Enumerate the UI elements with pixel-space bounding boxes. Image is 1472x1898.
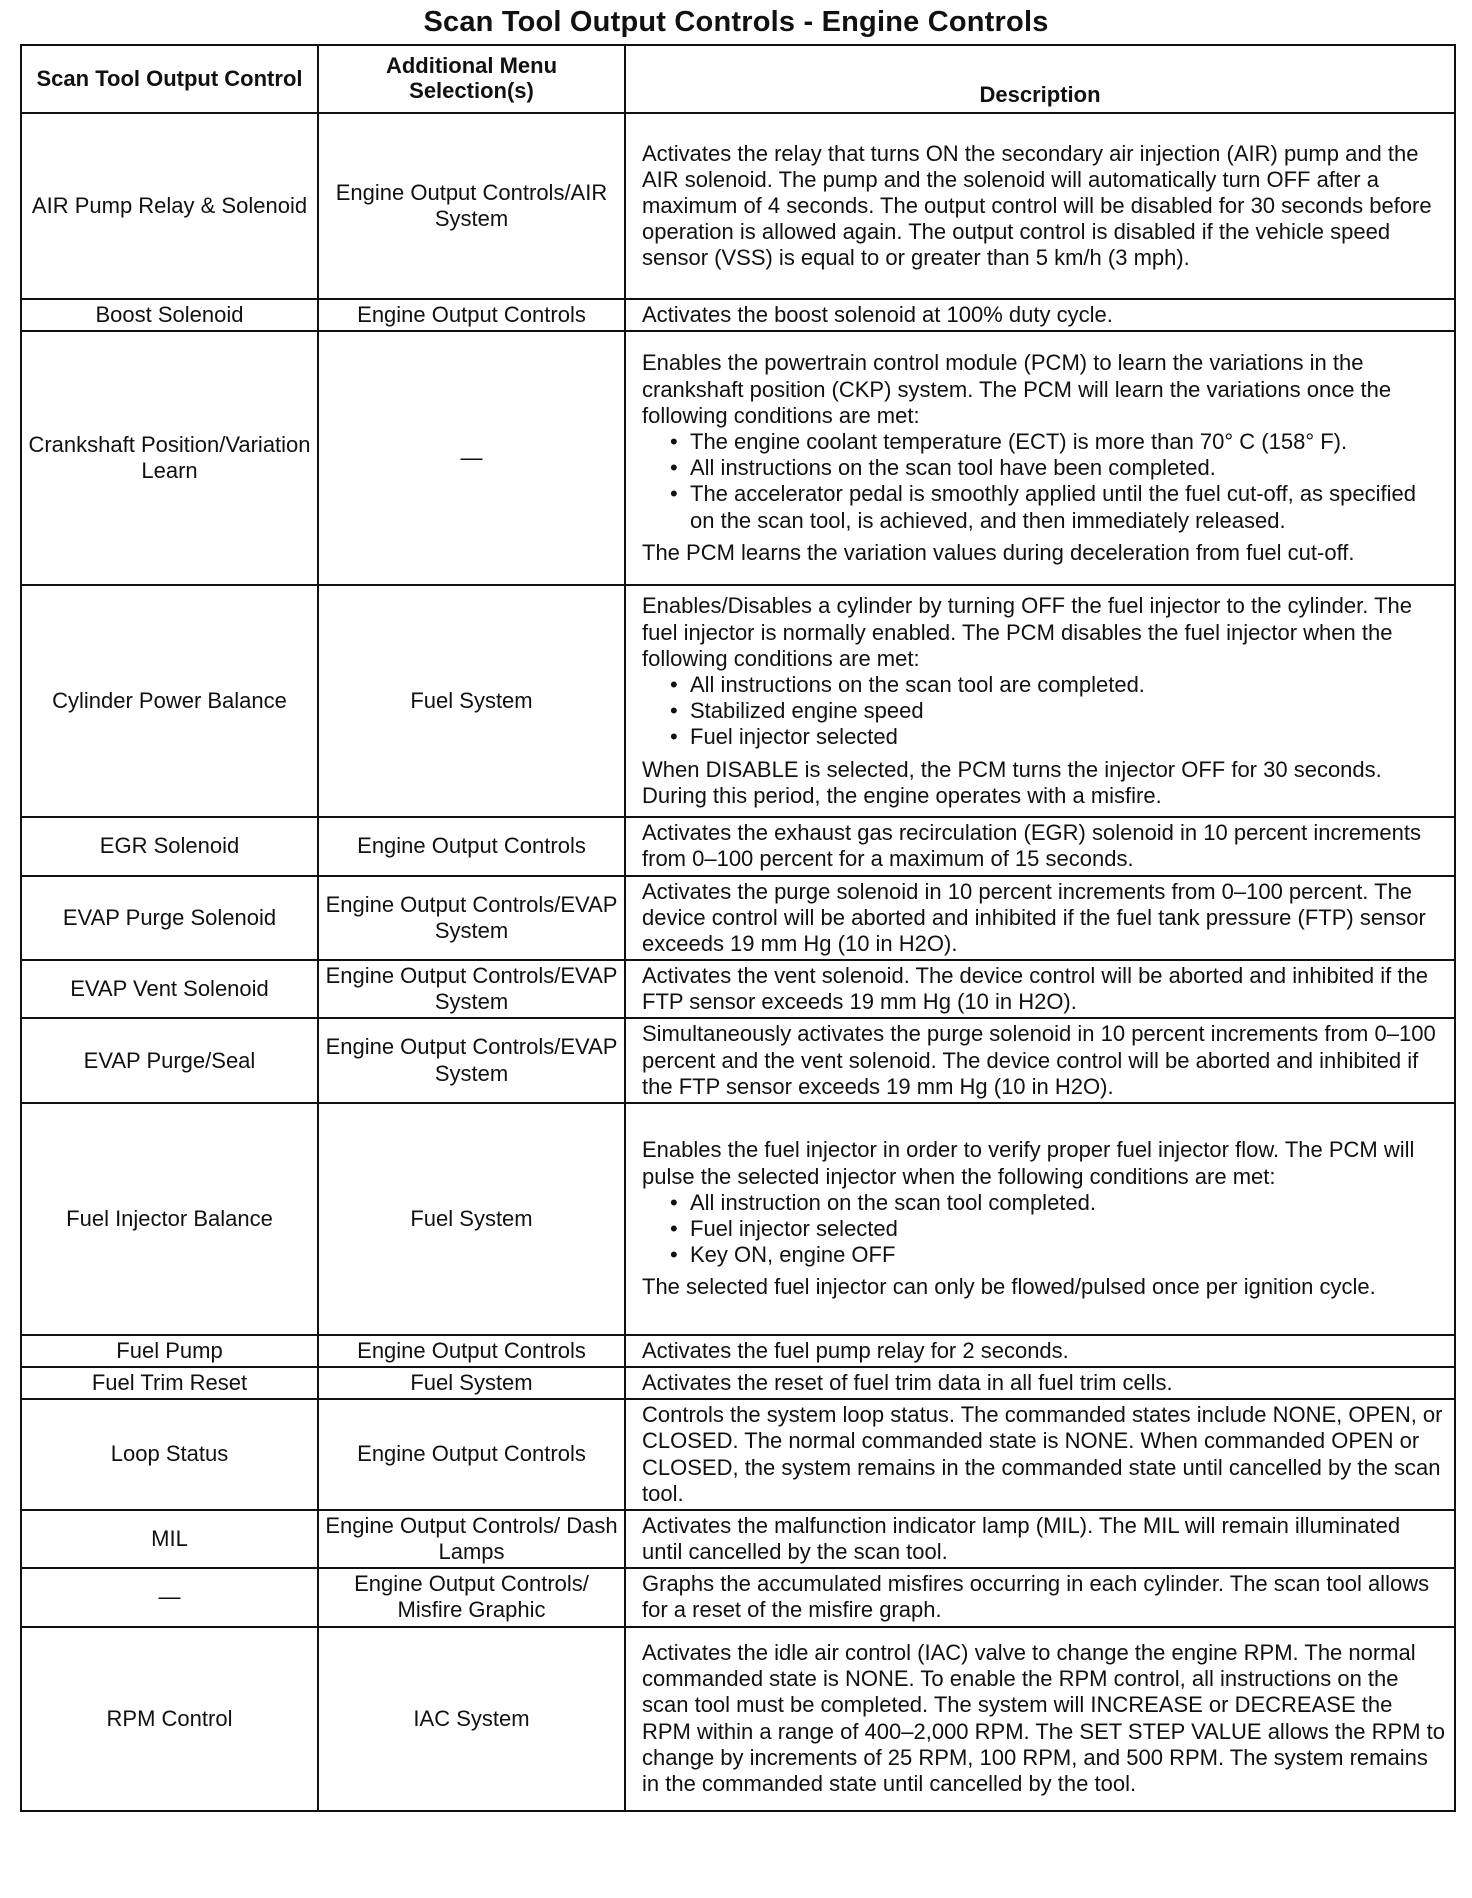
output-control-name: Fuel Pump bbox=[21, 1335, 318, 1367]
condition-list bbox=[642, 672, 1446, 751]
output-control-name: EGR Solenoid bbox=[21, 817, 318, 875]
output-control-name: Cylinder Power Balance bbox=[21, 585, 318, 817]
output-control-name: Boost Solenoid bbox=[21, 299, 318, 331]
condition-item: • The engine coolant temperature (ECT) is more than 70° C (158° F). bbox=[670, 429, 1446, 455]
description-text: Activates the fuel pump relay for 2 seconds. bbox=[642, 1337, 1069, 1363]
condition-item: • The accelerator pedal is smoothly applied until the fuel cut-off, as specified on the scan tool, is achieved, and then immediately released. bbox=[670, 481, 1446, 533]
menu-selection: Engine Output Controls/ Misfire Graphic bbox=[318, 1568, 625, 1626]
page-title: Scan Tool Output Controls - Engine Controls bbox=[423, 6, 1049, 38]
output-control-name: EVAP Purge Solenoid bbox=[21, 876, 318, 961]
description-cell bbox=[625, 331, 1455, 585]
menu-selection: Engine Output Controls bbox=[318, 1399, 625, 1510]
description-text: Activates the malfunction indicator lamp (MIL). The MIL will remain illuminated until cancelled by the scan tool. bbox=[642, 1512, 1401, 1565]
table-row bbox=[21, 1568, 1455, 1626]
output-control-name: Crankshaft Position/Variation Learn bbox=[21, 331, 318, 585]
output-control-name: Fuel Trim Reset bbox=[21, 1367, 318, 1399]
description-text: Activates the exhaust gas recirculation (EGR) solenoid in 10 percent increments from 0–100 percent for a maximum of 15 seconds. bbox=[642, 820, 1421, 872]
description-text: Graphs the accumulated misfires occurring in each cylinder. The scan tool allows for a reset of the misfire graph. bbox=[642, 1571, 1430, 1623]
table-body bbox=[21, 113, 1455, 1811]
description-text: Controls the system loop status. The commanded states include NONE, OPEN, or CLOSED. The normal commanded state is NONE. When commanded OPEN or CLOSED, the system remains in the commanded state until cancelled by the scan tool. bbox=[642, 1402, 1443, 1506]
condition-item: • All instruction on the scan tool completed. bbox=[670, 1190, 1446, 1216]
description-cell bbox=[625, 1399, 1455, 1510]
output-control-name: EVAP Purge/Seal bbox=[21, 1018, 318, 1103]
menu-selection: Fuel System bbox=[318, 1103, 625, 1335]
output-control-name: — bbox=[21, 1568, 318, 1626]
description-cell bbox=[625, 585, 1455, 817]
condition-item: • Stabilized engine speed bbox=[670, 698, 1446, 724]
condition-item: • All instructions on the scan tool have been completed. bbox=[670, 455, 1446, 481]
description-text: Activates the idle air control (IAC) valve to change the engine RPM. The normal commanded state is NONE. To enable the RPM control, all instructions on the scan tool must be completed. The system will INCREASE or DECREASE the RPM within a range of 400–2,000 RPM. The SET STEP VALUE allows the RPM to change by increments of 25 RPM, 100 RPM, and 500 RPM. The system remains in the commanded state until cancelled by the tool. bbox=[642, 1640, 1445, 1796]
table-row bbox=[21, 331, 1455, 585]
description-text: Simultaneously activates the purge solenoid in 10 percent increments from 0–100 percent and the vent solenoid. The device control will be aborted and inhibited if the FTP sensor exceeds 19 mm Hg (10 in H2O). bbox=[642, 1021, 1436, 1099]
table-row bbox=[21, 1367, 1455, 1399]
table-row bbox=[21, 960, 1455, 1018]
table-row bbox=[21, 1103, 1455, 1335]
description-cell bbox=[625, 1018, 1455, 1103]
table-row bbox=[21, 1510, 1455, 1568]
output-controls-table bbox=[20, 44, 1456, 1812]
description-cell bbox=[625, 1627, 1455, 1811]
menu-selection: Engine Output Controls/ Dash Lamps bbox=[318, 1510, 625, 1568]
description-text: The PCM learns the variation values during deceleration from fuel cut-off. bbox=[642, 539, 1355, 565]
menu-selection: Engine Output Controls/EVAP System bbox=[318, 960, 625, 1018]
condition-item: • All instructions on the scan tool are completed. bbox=[670, 672, 1446, 698]
description-text: Activates the reset of fuel trim data in all fuel trim cells. bbox=[642, 1370, 1173, 1396]
menu-selection: — bbox=[318, 331, 625, 585]
table-header-row bbox=[21, 45, 1455, 113]
table-row bbox=[21, 1399, 1455, 1510]
menu-selection: Engine Output Controls/EVAP System bbox=[318, 876, 625, 961]
table-row bbox=[21, 876, 1455, 961]
description-text: Enables/Disables a cylinder by turning OFF the fuel injector to the cylinder. The fuel injector is normally enabled. The PCM disables the fuel injector when the following conditions are met: bbox=[642, 593, 1412, 671]
table-row bbox=[21, 1335, 1455, 1367]
description-cell bbox=[625, 1367, 1455, 1399]
menu-selection: Engine Output Controls bbox=[318, 299, 625, 331]
table-row bbox=[21, 817, 1455, 875]
table-row bbox=[21, 1627, 1455, 1811]
menu-selection: Engine Output Controls/EVAP System bbox=[318, 1018, 625, 1103]
output-control-name: AIR Pump Relay & Solenoid bbox=[21, 113, 318, 299]
menu-selection: Engine Output Controls bbox=[318, 817, 625, 875]
description-cell bbox=[625, 1103, 1455, 1335]
description-cell bbox=[625, 817, 1455, 875]
menu-selection: Fuel System bbox=[318, 585, 625, 817]
table-row bbox=[21, 1018, 1455, 1103]
description-text: Activates the purge solenoid in 10 percent increments from 0–100 percent. The device control will be aborted and inhibited if the fuel tank pressure (FTP) sensor exceeds 19 mm Hg (10 in H2O). bbox=[642, 878, 1426, 956]
description-cell bbox=[625, 113, 1455, 299]
description-text: Activates the relay that turns ON the secondary air injection (AIR) pump and the AIR solenoid. The pump and the solenoid will automatically turn OFF after a maximum of 4 seconds. The output control will be disabled for 30 seconds before operation is allowed again. The output control is disabled if the vehicle speed sensor (VSS) is equal to or greater than 5 km/h (3 mph). bbox=[642, 140, 1432, 271]
description-cell bbox=[625, 1335, 1455, 1367]
description-text: The selected fuel injector can only be flowed/pulsed once per ignition cycle. bbox=[642, 1274, 1376, 1300]
description-cell bbox=[625, 299, 1455, 331]
description-text: When DISABLE is selected, the PCM turns the injector OFF for 30 seconds. During this period, the engine operates with a misfire. bbox=[642, 756, 1382, 808]
condition-list bbox=[642, 429, 1446, 534]
description-cell bbox=[625, 1510, 1455, 1568]
table-row bbox=[21, 113, 1455, 299]
description-cell bbox=[625, 960, 1455, 1018]
output-control-name: Loop Status bbox=[21, 1399, 318, 1510]
description-text: Enables the fuel injector in order to verify proper fuel injector flow. The PCM will pulse the selected injector when the following conditions are met: bbox=[642, 1137, 1415, 1189]
menu-selection: Engine Output Controls bbox=[318, 1335, 625, 1367]
description-cell bbox=[625, 876, 1455, 961]
description-text: Activates the boost solenoid at 100% duty cycle. bbox=[642, 302, 1113, 327]
output-control-name: MIL bbox=[21, 1510, 318, 1568]
output-control-name: RPM Control bbox=[21, 1627, 318, 1811]
menu-selection: IAC System bbox=[318, 1627, 625, 1811]
menu-selection: Engine Output Controls/AIR System bbox=[318, 113, 625, 299]
condition-item: • Fuel injector selected bbox=[670, 1216, 1446, 1242]
column-header-menu-selections: Additional Menu Selection(s) bbox=[318, 45, 625, 113]
column-header-description: Description bbox=[625, 45, 1455, 113]
condition-item: • Fuel injector selected bbox=[670, 724, 1446, 750]
output-control-name: EVAP Vent Solenoid bbox=[21, 960, 318, 1018]
condition-list bbox=[642, 1190, 1446, 1269]
menu-selection: Fuel System bbox=[318, 1367, 625, 1399]
column-header-output-control: Scan Tool Output Control bbox=[21, 45, 318, 113]
description-cell bbox=[625, 1568, 1455, 1626]
condition-item: • Key ON, engine OFF bbox=[670, 1242, 1446, 1268]
description-text: Activates the vent solenoid. The device control will be aborted and inhibited if the FTP sensor exceeds 19 mm Hg (10 in H2O). bbox=[642, 963, 1428, 1015]
table-row bbox=[21, 299, 1455, 331]
description-text: Enables the powertrain control module (PCM) to learn the variations in the crankshaft position (CKP) system. The PCM will learn the variations once the following conditions are met: bbox=[642, 350, 1392, 428]
output-control-name: Fuel Injector Balance bbox=[21, 1103, 318, 1335]
table-row bbox=[21, 585, 1455, 817]
